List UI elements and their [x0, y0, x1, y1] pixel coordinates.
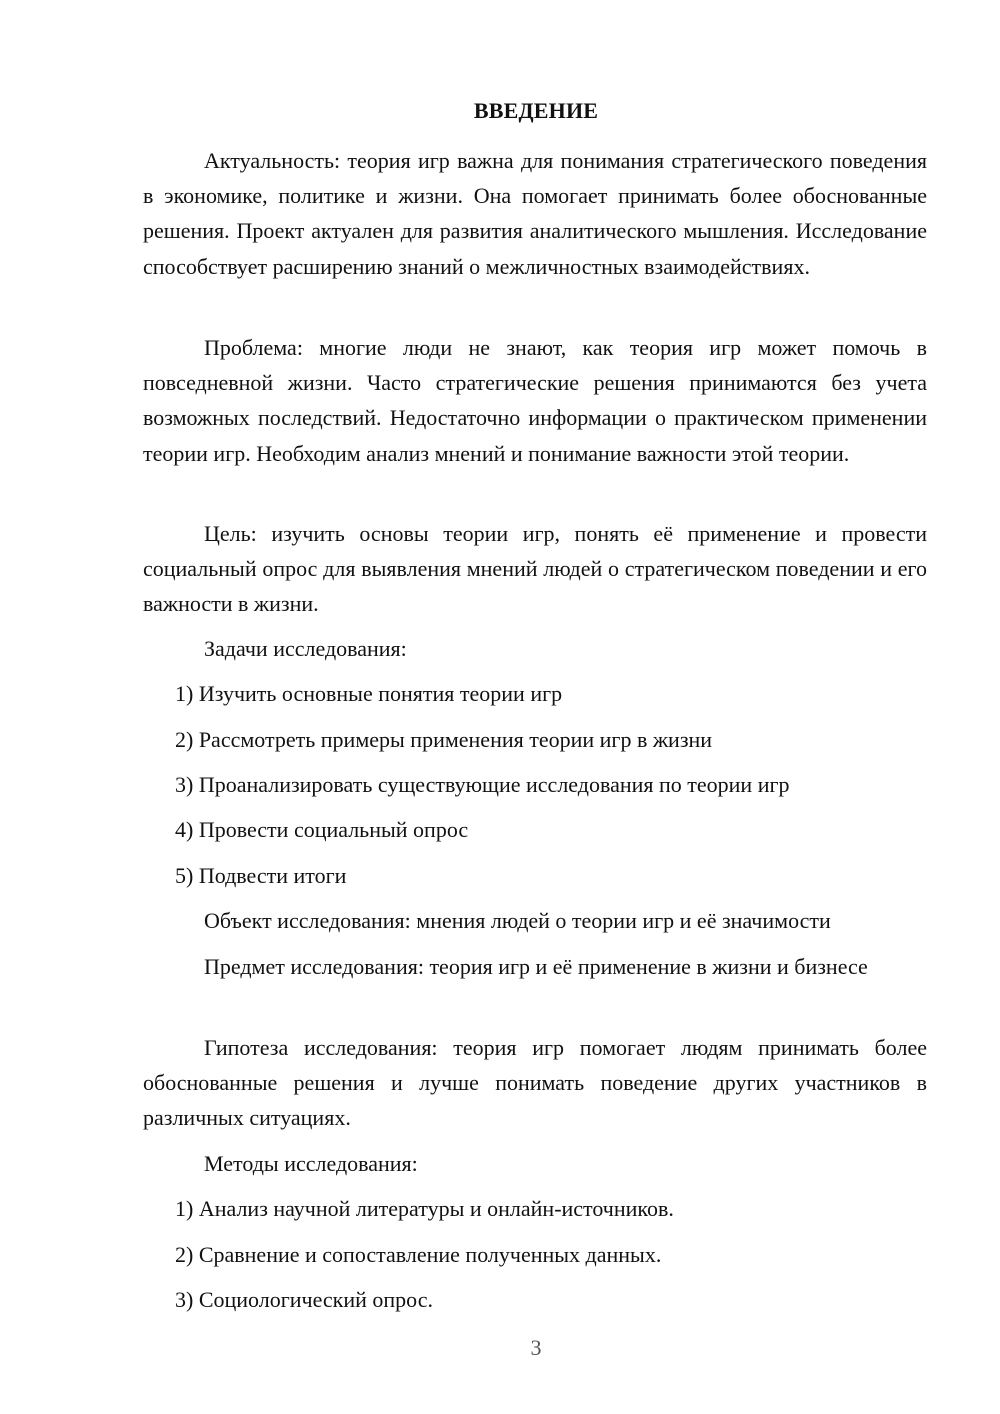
- object-paragraph: Объект исследования: мнения людей о теории игр и её значимости: [204, 908, 831, 933]
- task-item-5: 5) Подвести итоги: [175, 863, 347, 888]
- hypothesis-paragraph: Гипотеза исследования: теория игр помогает людям принимать более обоснованные решения и лучше понимать поведение других участников в различных ситуациях.: [143, 1035, 927, 1131]
- task-item-1: 1) Изучить основные понятия теории игр: [175, 681, 563, 706]
- problem-paragraph: Проблема: многие люди не знают, как теория игр может помочь в повседневной жизни. Часто стратегические решения принимаются без учета возможных последствий. Недостаточно информации о практическом применении теории игр. Необходим анализ мнений и понимание важности этой теории.: [143, 335, 927, 466]
- method-item-3: 3) Социологический опрос.: [175, 1287, 433, 1312]
- task-item-3: 3) Проанализировать существующие исследования по теории игр: [175, 772, 790, 797]
- subject-paragraph: Предмет исследования: теория игр и её применение в жизни и бизнесе: [204, 954, 868, 979]
- task-item-4: 4) Провести социальный опрос: [175, 817, 469, 842]
- relevance-paragraph: Актуальность: теория игр важна для понимания стратегического поведения в экономике, политике и жизни. Она помогает принимать более обоснованные решения. Проект актуален для развития аналитического мышления. Исследование способствует расширению знаний о межличностных взаимодействиях.: [143, 148, 927, 279]
- page-number: 3: [530, 1335, 542, 1360]
- tasks-heading: Задачи исследования:: [204, 636, 407, 661]
- goal-paragraph: Цель: изучить основы теории игр, понять её применение и провести социальный опрос для выявления мнений людей о стратегическом поведении и его важности в жизни.: [143, 521, 927, 617]
- methods-heading: Методы исследования:: [204, 1151, 418, 1176]
- task-item-2: 2) Рассмотреть примеры применения теории игр в жизни: [175, 727, 713, 752]
- method-item-1: 1) Анализ научной литературы и онлайн-источников.: [175, 1196, 674, 1221]
- page-title: ВВЕДЕНИЕ: [473, 98, 599, 123]
- method-item-2: 2) Сравнение и сопоставление полученных данных.: [175, 1242, 662, 1267]
